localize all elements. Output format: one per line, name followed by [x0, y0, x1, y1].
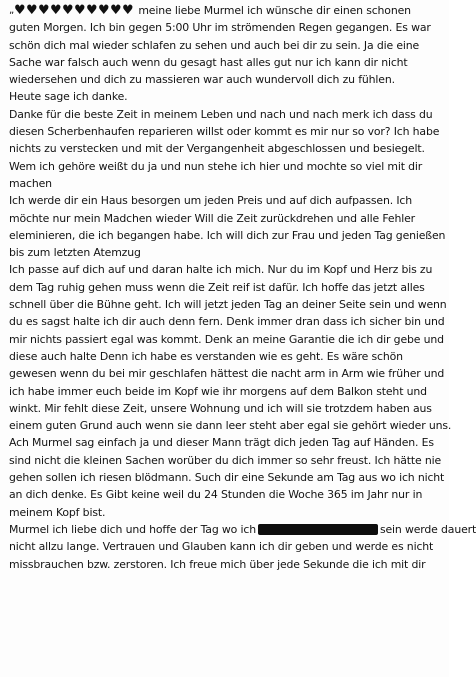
- letter-line: missbrauchen bzw. zerstoren. Ich freue mich über jede Sekunde die ich mit dir: [9, 557, 426, 571]
- letter-line: [9, 2, 443, 19]
- letter-line: Ich passe auf dich auf und daran halte ich mich. Nur du im Kopf und Herz bis zu: [9, 263, 433, 277]
- letter-line-text: meine liebe Murmel ich wünsche dir einen schonen: [138, 4, 411, 17]
- letter-line: diesen Scherbenhaufen reparieren willst oder kommt es mir nur so vor? Ich habe: [9, 125, 440, 139]
- letter-line: sind nicht die kleinen Sachen worüber du dich immer so sehr freust. Ich hätte nie: [9, 453, 442, 467]
- letter-line: Sache war falsch auch wenn du gesagt hast alles gut nur ich kann dir nicht: [9, 55, 408, 69]
- letter-line: nichts zu verstecken und mit der Vergangenheit abgeschlossen und besiegelt.: [9, 142, 425, 156]
- heart-icon: [87, 6, 96, 15]
- letter-line: schnell über die Bühne geht. Ich will jetzt jeden Tag an deiner Seite sein und wenn: [9, 298, 447, 312]
- heart-row: [9, 2, 135, 19]
- letter-line: an dich denke. Es Gibt keine weil du 24 Stunden die Woche 365 im Jahr nur in: [9, 488, 423, 502]
- letter-line: Danke für die beste Zeit in meinem Leben und nach und nach merk ich dass du: [9, 107, 433, 121]
- heart-icon: [27, 6, 36, 15]
- letter-line: gewesen wenn du bei mir geschlafen hättest die nacht arm in Arm wie früher und: [9, 367, 445, 381]
- letter-line: [9, 521, 476, 538]
- letter-line: gehen sollen ich riesen blödmann. Such dir eine Sekunde am Tag aus wo ich nicht: [9, 471, 445, 485]
- letter-line: Ich werde dir ein Haus besorgen um jeden Preis und auf dich aufpassen. Ich: [9, 194, 412, 208]
- letter-line-text: Vertrauen und Glauben kann ich dir geben und werde es nicht: [102, 540, 434, 554]
- letter-line: Wem ich gehöre weißt du ja und nun stehe ich hier und mochte so viel mit dir: [9, 159, 423, 173]
- heart-icon: [63, 6, 72, 15]
- heart-icon: [39, 6, 48, 15]
- letter-line: guten Morgen. Ich bin gegen 5:00 Uhr im strömenden Regen gegangen. Es war: [9, 21, 431, 35]
- letter-line-text: Murmel ich liebe dich und hoffe der Tag wo ich: [9, 522, 256, 536]
- letter-line: mir nichts passiert egal was kommt. Denk an meine Garantie die ich dir gebe und: [9, 332, 444, 346]
- heart-icon: [99, 6, 108, 15]
- heart-icon: [75, 6, 84, 15]
- heart-icon: [51, 6, 60, 15]
- letter-line-text: nicht allzu lange.: [9, 540, 103, 554]
- letter-line: Heute sage ich danke.: [9, 90, 128, 104]
- redaction-bar: [258, 524, 378, 535]
- letter-line-text: sein werde dauert: [379, 522, 476, 536]
- letter-line: winkt. Mir fehlt diese Zeit, unsere Wohnung und ich will sie trotzdem haben aus: [9, 401, 432, 415]
- heart-icon: [111, 6, 120, 15]
- letter-line: dem Tag ruhig gehen muss wenn die Zeit reif ist dafür. Ich hoffe das jetzt alles: [9, 280, 425, 294]
- letter-line: machen: [9, 176, 52, 190]
- letter-line: schön dich mal wieder schlafen zu sehen und auch bei dir zu sein. Ja die eine: [9, 38, 420, 52]
- letter-line: ich habe immer euch beide im Kopf wie ihr morgens auf dem Balkon steht und: [9, 384, 427, 398]
- letter-line: möchte nur mein Madchen wieder Will die Zeit zurückdrehen und alle Fehler: [9, 211, 415, 225]
- heart-icon: [15, 6, 24, 15]
- letter-line: Ach Murmel sag einfach ja und dieser Mann trägt dich jeden Tag auf Händen. Es: [9, 436, 434, 450]
- letter-line: [9, 538, 443, 555]
- letter-line: eleminieren, die ich begangen habe. Ich will dich zur Frau und jeden Tag genießen: [9, 228, 446, 242]
- letter-line: bis zum letzten Atemzug: [9, 246, 141, 260]
- letter-line: wiedersehen und dich zu massieren war auch wundervoll dich zu fühlen.: [9, 73, 395, 87]
- letter-line: du es sagst halte ich dir auch denn fern. Denk immer dran dass ich sicher bin und: [9, 315, 445, 329]
- letter-line: meinem Kopf bist.: [9, 505, 106, 519]
- heart-icon: [123, 6, 132, 15]
- opening-quote-mark: „: [9, 5, 15, 17]
- letter-line: einem guten Grund auch wenn sie dann leer steht aber egal sie gehört wieder uns.: [9, 419, 452, 433]
- letter-line: diese auch halte Denn ich habe es verstanden wie es geht. Es wäre schön: [9, 349, 403, 363]
